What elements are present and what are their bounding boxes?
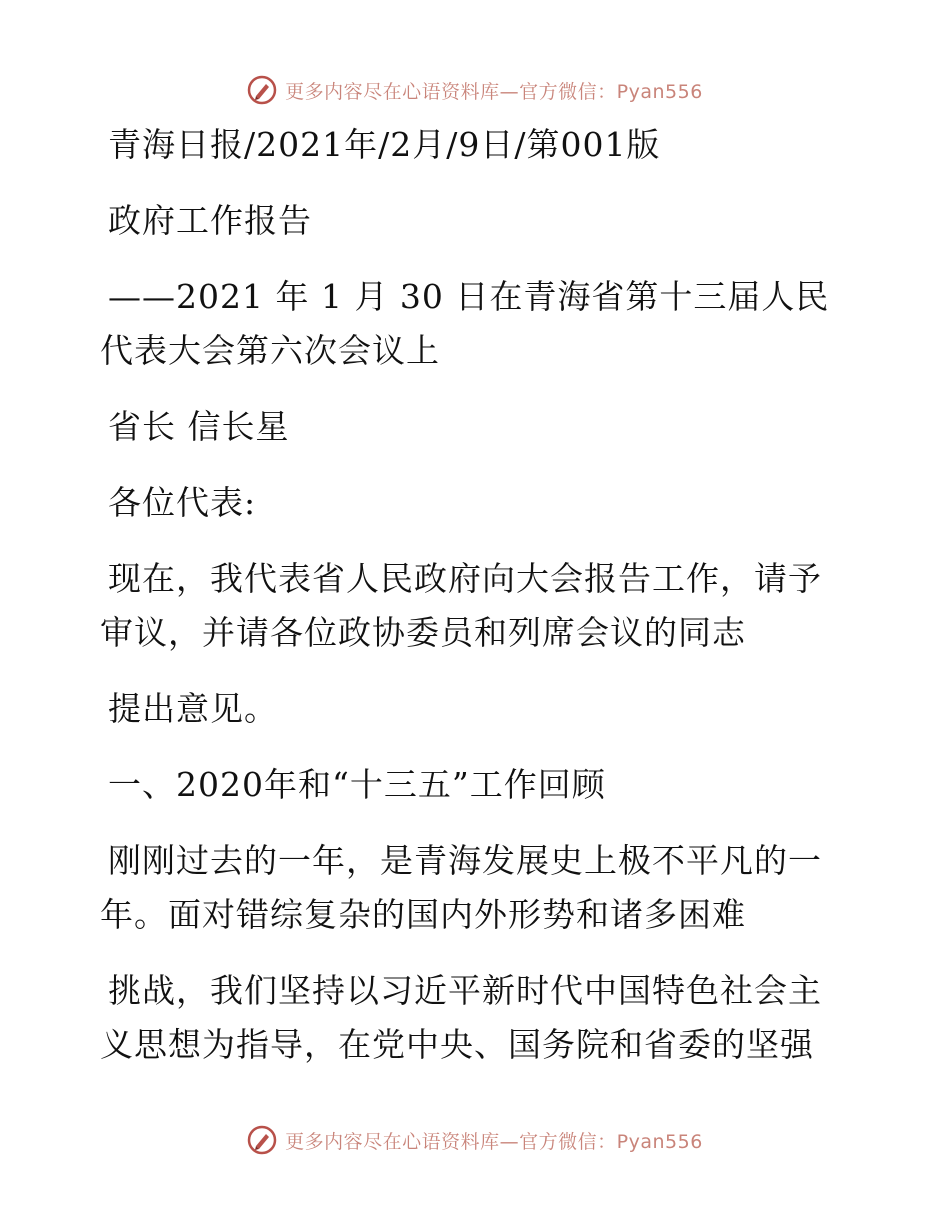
report-subtitle-line-1: ——2021 年 1 月 30 日在青海省第十三届人民 (108, 277, 830, 316)
pen-logo-icon (247, 75, 277, 105)
pen-logo-icon (247, 1125, 277, 1155)
report-title: 政府工作报告 (108, 201, 312, 240)
salutation: 各位代表: (108, 483, 257, 522)
newspaper-source-line: 青海日报/2021年/2月/9日/第001版 (108, 125, 661, 164)
report-subtitle-line-2: 代表大会第六次会议上 (100, 331, 440, 370)
body-paragraph-line: 提出意见。 (108, 689, 278, 728)
speaker-line: 省长 信长星 (108, 407, 290, 446)
body-paragraph-line: 义思想为指导，在党中央、国务院和省委的坚强 (100, 1025, 814, 1064)
section-heading: 一、2020年和“十三五”工作回顾 (108, 765, 606, 804)
watermark-header (0, 70, 950, 110)
body-paragraph-line: 现在，我代表省人民政府向大会报告工作，请予 (108, 559, 822, 598)
body-paragraph-line: 刚刚过去的一年，是青海发展史上极不平凡的一 (108, 841, 822, 880)
body-paragraph-line: 审议，并请各位政协委员和列席会议的同志 (100, 613, 746, 652)
watermark-footer (0, 1120, 950, 1160)
body-paragraph-line: 挑战，我们坚持以习近平新时代中国特色社会主 (108, 971, 822, 1010)
watermark-text: 更多内容尽在心语资料库—官方微信：Pyan556 (285, 80, 703, 103)
body-paragraph-line: 年。面对错综复杂的国内外形势和诸多困难 (100, 895, 746, 934)
watermark-text: 更多内容尽在心语资料库—官方微信：Pyan556 (285, 1130, 703, 1153)
